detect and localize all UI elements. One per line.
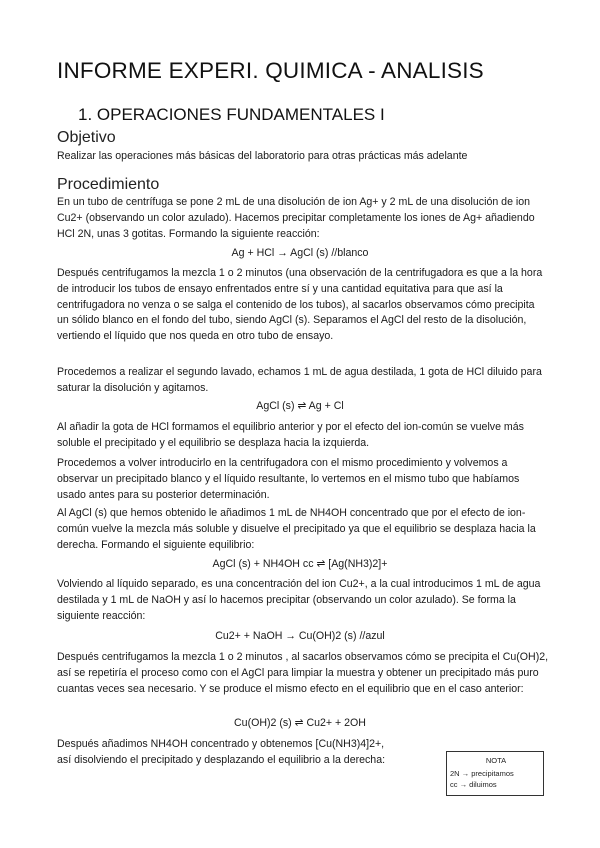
document-title: INFORME EXPERI. QUIMICA - ANALISIS [57,58,484,83]
paragraph-3: Procedemos a realizar el segundo lavado, echamos 1 mL de agua destilada, 1 gota de HCl diluido para saturar la disolución y agitamos. [57,366,542,394]
equation-3: AgCl (s) + NH4OH cc ⇌ [Ag(NH3)2]+ [212,558,388,570]
nota-title: NOTA [485,756,507,765]
paragraph-1: En un tubo de centrífuga se pone 2 mL de una disolución de ion Ag+ y 2 mL de una disolución de ion Cu2+ (observando un color azulado). Hacemos precipitar completamente los iones de Ag+ añadiendo HCl 2N, unas 3 gotitas. Formando la siguiente reacción: [57,196,535,240]
procedimiento-heading: Procedimiento [57,176,160,193]
nota-line-1: 2N → precipitamos [450,769,514,778]
objetivo-heading: Objetivo [57,129,116,146]
equation-1: Ag + HCl → AgCl (s) //blanco [231,247,369,259]
paragraph-4: Al añadir la gota de HCl formamos el equilibrio anterior y por el efecto del ion-común se vuelve más soluble el precipitado y el equilibrio se desplaza hacia la izquierda. [57,421,524,449]
paragraph-7: Volviendo al líquido separado, es una concentración del ion Cu2+, a la cual introducimos 1 mL de agua destilada y 1 mL de NaOH y así lo hacemos precipitar (observando un color azulado). Se forma la siguiente reacción: [57,578,541,622]
nota-line-2: cc → diluimos [450,780,497,789]
objetivo-text: Realizar las operaciones más básicas del laboratorio para otras prácticas más adelante [57,150,468,162]
paragraph-2: Después centrifugamos la mezcla 1 o 2 minutos (una observación de la centrifugadora es que a la hora de introducir los tubos de ensayo enfrentados entre sí y una cantidad equitativa para que así la centrifugadora no venza o se salga el contenido de los tubos), al sacarlos observamos cómo precipita un sólido blanco en el fondo del tubo, siendo AgCl (s). Separamos el AgCl del resto de la disolución, vertiendo el líquido que nos queda en otro tubo de ensayo. [57,267,543,343]
nota-box [446,751,544,796]
equation-2: AgCl (s) ⇌ Ag + Cl [256,400,344,412]
paragraph-5: Procedemos a volver introducirlo en la centrifugadora con el mismo procedimiento y volvemos a observar un precipitado blanco y el líquido resultante, lo vertemos en el mismo tubo que habíamos usado antes para su posterior determinación. [57,457,520,501]
section-title: 1. OPERACIONES FUNDAMENTALES I [78,105,385,124]
equation-5: Cu(OH)2 (s) ⇌ Cu2+ + 2OH [234,717,366,729]
paragraph-9: Después añadimos NH4OH concentrado y obtenemos [Cu(NH3)4]2+, así disolviendo el precipitado y desplazando el equilibrio a la derecha: [57,738,386,766]
paragraph-8: Después centrifugamos la mezcla 1 o 2 minutos , al sacarlos observamos cómo se precipita el Cu(OH)2, así se repetiría el proceso como con el AgCl para limpiar la muestra y obtener un precipitado más puro cuantas veces sea necesario. Y se produce el mismo efecto en el equilibrio que en el caso anterior: [57,651,549,695]
equation-4: Cu2+ + NaOH → Cu(OH)2 (s) //azul [215,630,385,642]
paragraph-6: Al AgCl (s) que hemos obtenido le añadimos 1 mL de NH4OH concentrado que por el efecto de ion-común vuelve la mezcla más soluble y disuelve el precipitado ya que el equilibrio se desplaza hacia la derecha. Formando el siguiente equilibrio: [57,507,536,551]
